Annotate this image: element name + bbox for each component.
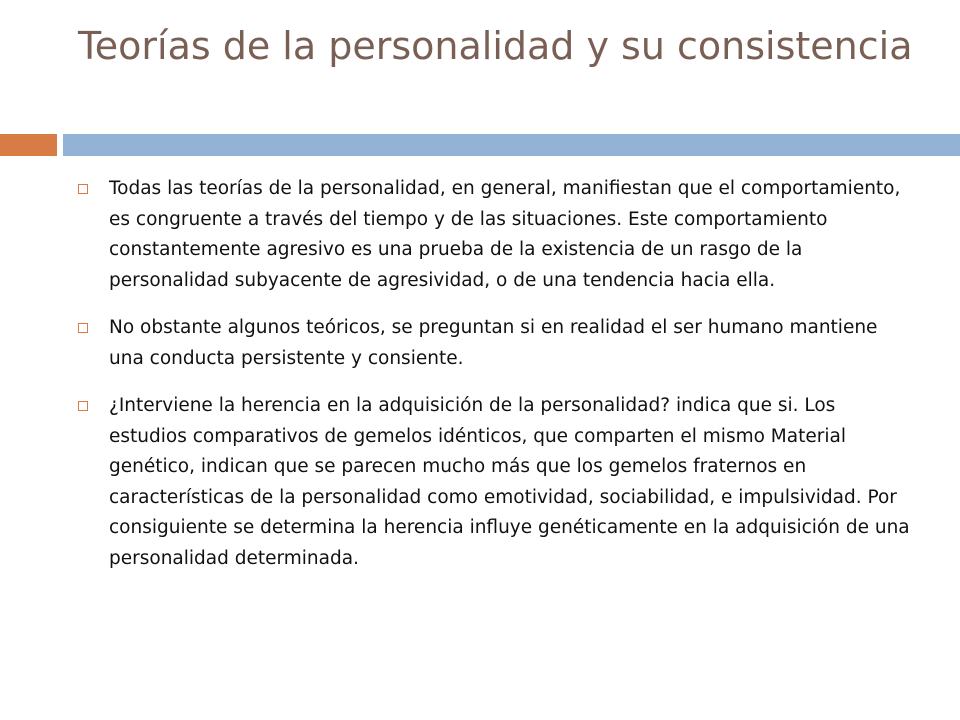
square-bullet-icon: [78, 323, 88, 333]
square-bullet-icon: [78, 401, 88, 411]
square-bullet-icon: [78, 184, 88, 194]
bullet-item: [78, 313, 918, 374]
bullet-text: Todas las teorías de la personalidad, en general, manifiestan que el comportamiento, es congruente a través del tiempo y de las situaciones. Este comportamiento constantemente agresivo es una prueba de la existencia de un rasgo de la personalidad subyacente de agresividad, o de una tendencia hacia ella.: [109, 178, 901, 291]
bullet-list: [78, 174, 918, 591]
bullet-item: [78, 391, 918, 574]
bullet-text: No obstante algunos teóricos, se preguntan si en realidad el ser humano mantiene una conducta persistente y consiente.: [109, 317, 878, 369]
bullet-item: [78, 174, 918, 296]
accent-bar-blue: [63, 134, 960, 156]
slide-title: Teorías de la personalidad y su consistencia: [78, 24, 913, 68]
accent-bar-orange: [0, 134, 57, 156]
bullet-text: ¿Interviene la herencia en la adquisición de la personalidad? indica que si. Los estudios comparativos de gemelos idénticos, que comparten el mismo Material genético, indican que se parecen mucho más que los gemelos fraternos en características de la personalidad como emotividad, sociabilidad, e impulsividad. Por consiguiente se determina la herencia influye genéticamente en la adquisición de una personalidad determinada.: [109, 395, 910, 569]
